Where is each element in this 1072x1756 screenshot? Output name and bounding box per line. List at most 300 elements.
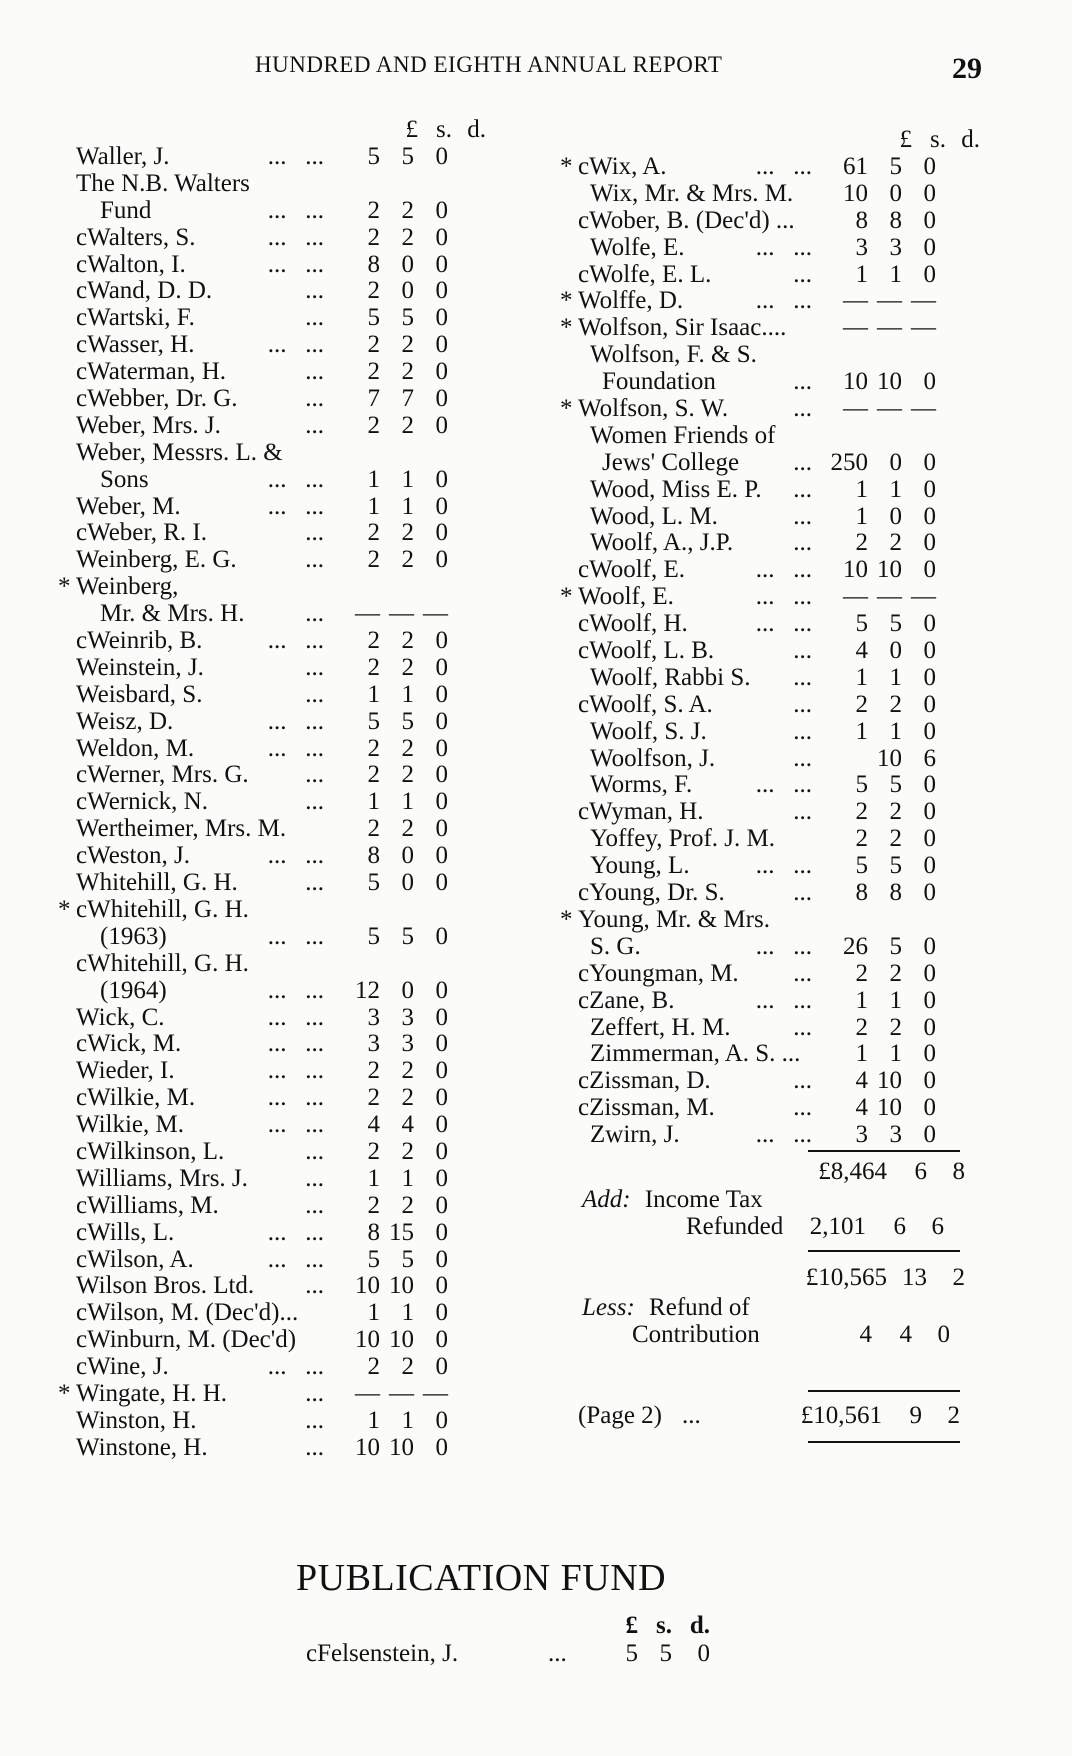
subscriber-name-cell — [76, 870, 326, 897]
shillings-value: 2 — [889, 690, 902, 718]
total2-pence: 2 — [952, 1264, 965, 1291]
pence-value: 0 — [923, 825, 936, 853]
asterisk-mark — [58, 816, 76, 843]
pence-value: 0 — [923, 233, 936, 261]
amount — [822, 638, 936, 665]
amount — [334, 332, 448, 359]
subscriber-name: cWerner, Mrs. G. — [76, 762, 249, 789]
pounds-value: 2 — [855, 798, 868, 826]
asterisk-mark — [58, 359, 76, 386]
subscriber-name: Mr. & Mrs. H. — [100, 601, 245, 628]
amount — [334, 547, 448, 574]
subscriber-name: Wieder, I. — [76, 1058, 175, 1085]
pence-value: 0 — [923, 529, 936, 557]
shillings-value: 10 — [389, 1272, 414, 1300]
leader-dots: ... — [793, 1068, 812, 1095]
pounds-value: 10 — [843, 368, 868, 396]
amount — [334, 494, 448, 521]
leader-dots: ... ... — [267, 1112, 324, 1139]
shillings-value: 2 — [401, 1191, 414, 1219]
amount — [822, 181, 936, 208]
amount — [334, 171, 448, 198]
amount — [334, 1381, 448, 1408]
subscriber-name-cell — [76, 359, 326, 386]
pence-value: 0 — [435, 411, 448, 439]
subscriber-row — [58, 1327, 498, 1354]
amount — [822, 880, 936, 907]
pounds-value: 3 — [855, 233, 868, 261]
amount — [334, 1435, 448, 1462]
subscriber-name: (1963) — [100, 923, 167, 950]
subscriber-name: Winstone, H. — [76, 1434, 208, 1461]
pence-value: — — [423, 600, 448, 628]
asterisk-mark — [560, 988, 578, 1015]
pounds-value: 1 — [855, 260, 868, 288]
pub-entry-pence: 0 — [697, 1640, 710, 1667]
subscriber-name: cWhitehill, G. H. — [76, 896, 249, 923]
leader-dots: ... ... — [267, 332, 324, 359]
subscriber-row — [58, 1193, 498, 1220]
asterisk-mark — [58, 171, 76, 198]
asterisk-mark: * — [560, 905, 573, 933]
subscriber-name: Weinberg, E. G. — [76, 547, 237, 574]
amount — [334, 870, 448, 897]
subscriber-row — [560, 396, 980, 423]
amount — [334, 709, 448, 736]
subscriber-name: Zeffert, H. M. — [590, 1014, 731, 1041]
asterisk-mark — [58, 978, 76, 1005]
subscriber-name: Wix, Mr. & Mrs. M. — [590, 180, 794, 207]
asterisk-mark — [560, 208, 578, 235]
amount — [334, 978, 448, 1005]
pounds-value: 2 — [855, 529, 868, 557]
leader-dots: ... — [305, 359, 324, 386]
subscriber-row — [58, 171, 498, 198]
amount — [334, 305, 448, 332]
total-rule — [808, 1150, 960, 1152]
shillings-value: 1 — [889, 475, 902, 503]
pounds-value: 5 — [367, 707, 380, 735]
subscriber-row — [560, 1068, 980, 1095]
asterisk-mark — [560, 934, 578, 961]
pounds-value — [822, 907, 868, 934]
amount — [822, 557, 936, 584]
subscriber-name-cell — [578, 315, 814, 342]
pub-entry-pounds: 5 — [625, 1640, 638, 1667]
asterisk-mark — [58, 332, 76, 359]
subscriber-row — [58, 978, 498, 1005]
asterisk-mark: * — [58, 895, 71, 923]
shillings-value: 2 — [401, 519, 414, 547]
asterisk-mark — [560, 342, 578, 369]
asterisk-mark — [560, 638, 578, 665]
leader-dots: ... — [793, 1095, 812, 1122]
subscriber-name-cell — [76, 171, 326, 198]
subscriber-name: Woolf, A., J.P. — [590, 530, 734, 557]
subscriber-name-cell — [578, 557, 814, 584]
subscriber-row — [560, 369, 980, 396]
add-text-1: Income Tax — [644, 1186, 763, 1213]
asterisk-mark — [58, 413, 76, 440]
leader-dots: ... ... — [267, 1246, 324, 1273]
pence-value: 0 — [923, 1013, 936, 1041]
asterisk-mark — [58, 1005, 76, 1032]
leader-dots — [812, 342, 814, 369]
subscriber-name-cell — [76, 1112, 326, 1139]
pence-value: 0 — [435, 331, 448, 359]
subscriber-row — [560, 638, 980, 665]
shillings-value: 2 — [401, 653, 414, 681]
subscriber-name-cell — [578, 288, 814, 315]
asterisk-mark — [58, 628, 76, 655]
leader-dots: ... — [305, 789, 324, 816]
asterisk-mark — [560, 772, 578, 799]
subscriber-name: cZissman, D. — [578, 1068, 711, 1095]
pence-value: 0 — [435, 277, 448, 305]
subscriber-name-cell — [76, 762, 326, 789]
subscriber-row — [58, 1381, 498, 1408]
pounds-value: — — [355, 600, 380, 628]
asterisk-mark — [560, 692, 578, 719]
pence-value: 0 — [923, 206, 936, 234]
subtotal-pounds: £8,464 — [818, 1158, 887, 1185]
asterisk-mark — [560, 611, 578, 638]
pounds-value: 2 — [367, 546, 380, 574]
subscriber-row — [560, 584, 980, 611]
amount — [822, 423, 936, 450]
asterisk-mark: * — [560, 395, 573, 423]
subscriber-name-cell — [578, 1095, 814, 1122]
subscriber-name-cell — [578, 423, 814, 450]
pounds-value: 1 — [855, 663, 868, 691]
subscriber-name: Woolf, S. J. — [590, 718, 707, 745]
subscriber-name-cell — [578, 584, 814, 611]
subscriber-row — [58, 1220, 498, 1247]
subscriber-name: cWeston, J. — [76, 843, 190, 870]
pence-value: 0 — [435, 1084, 448, 1112]
pence-value: — — [911, 583, 936, 611]
pence-value: 0 — [435, 1111, 448, 1139]
pence-value: 0 — [435, 196, 448, 224]
less-shillings: 4 — [899, 1321, 912, 1348]
subscriber-name: Worms, F. — [590, 772, 693, 799]
asterisk-mark — [58, 144, 76, 171]
subscriber-row — [560, 1095, 980, 1122]
shillings-value: 0 — [401, 277, 414, 305]
subscriber-name: cZane, B. — [578, 987, 675, 1014]
pence-value: 0 — [435, 519, 448, 547]
subscriber-name-cell — [76, 332, 326, 359]
subscriber-name-cell — [76, 305, 326, 332]
leader-dots: ... ... — [267, 735, 324, 762]
amount — [334, 762, 448, 789]
shillings-value: 7 — [401, 385, 414, 413]
amount — [334, 1085, 448, 1112]
subscriber-name-cell — [76, 897, 326, 924]
pence-value — [902, 423, 936, 450]
amount — [334, 252, 448, 279]
amount — [334, 1273, 448, 1300]
subscriber-name: Yoffey, Prof. J. M. — [590, 826, 775, 853]
asterisk-mark — [58, 520, 76, 547]
total2-row — [795, 1264, 965, 1292]
subscriber-name-cell — [578, 504, 814, 531]
subscriber-row — [58, 574, 498, 601]
pounds-value: — — [355, 1379, 380, 1407]
subscriber-row — [58, 467, 498, 494]
pounds-value: 5 — [855, 852, 868, 880]
shillings-value: — — [877, 395, 902, 423]
subscriber-row — [58, 252, 498, 279]
pounds-value: 8 — [367, 250, 380, 278]
publication-fund-title: PUBLICATION FUND — [296, 1557, 667, 1599]
pence-value: 0 — [435, 734, 448, 762]
leader-dots: ... ... — [267, 1004, 324, 1031]
shillings-value: 10 — [877, 744, 902, 772]
leader-dots: ... — [793, 960, 812, 987]
pounds-value: 2 — [367, 627, 380, 655]
page-reference-dots: ... — [682, 1402, 701, 1429]
shillings-value: 8 — [889, 206, 902, 234]
leader-dots: ... — [793, 396, 812, 423]
subscriber-name: cWinburn, M. (Dec'd) — [76, 1327, 297, 1354]
asterisk-mark — [560, 1041, 578, 1068]
pence-value: 0 — [923, 798, 936, 826]
subscriber-row — [58, 198, 498, 225]
subscriber-row — [58, 225, 498, 252]
shillings-value — [380, 171, 414, 198]
shillings-value: 2 — [401, 734, 414, 762]
pence-value: 0 — [923, 986, 936, 1014]
asterisk-mark — [58, 1435, 76, 1462]
subscriber-name: Fund — [100, 197, 152, 224]
publication-fund-entry — [306, 1640, 710, 1668]
pounds-value: 2 — [367, 815, 380, 843]
pounds-value: 2 — [367, 223, 380, 251]
subscriber-name: cWernick, N. — [76, 789, 208, 816]
subscriber-row — [58, 1273, 498, 1300]
amount — [822, 799, 936, 826]
leader-dots: ... — [793, 261, 812, 288]
total2-pounds: £10,565 — [805, 1264, 887, 1291]
subscriber-row — [560, 934, 980, 961]
subscriber-name-cell — [76, 789, 326, 816]
amount — [334, 198, 448, 225]
subscriber-name-cell — [578, 208, 814, 235]
subscriber-name-cell — [578, 907, 814, 934]
right-subscriber-column — [560, 126, 980, 1149]
amount — [334, 225, 448, 252]
subscriber-name-cell — [76, 386, 326, 413]
pounds-value: 2 — [367, 1057, 380, 1085]
pounds-value: 2 — [367, 519, 380, 547]
subscriber-row — [560, 477, 980, 504]
subscriber-name: cWalton, I. — [76, 251, 186, 278]
subscriber-name: cZissman, M. — [578, 1095, 715, 1122]
subscriber-name-cell — [578, 988, 814, 1015]
less-text-1: Refund of — [649, 1294, 750, 1321]
pounds-value: 1 — [367, 465, 380, 493]
subscriber-row — [560, 1122, 980, 1149]
leader-dots: ... — [305, 412, 324, 439]
subscriber-name: cWilson, M. (Dec'd)... — [76, 1300, 299, 1327]
pounds-value: 2 — [855, 1013, 868, 1041]
pence-value: 0 — [923, 959, 936, 987]
asterisk-mark: * — [58, 573, 71, 601]
subscriber-name-cell — [76, 816, 326, 843]
subscriber-row — [58, 386, 498, 413]
shillings-value: 3 — [889, 233, 902, 261]
subscriber-name-cell — [76, 1327, 326, 1354]
pounds-value: 8 — [367, 1218, 380, 1246]
pence-value: 0 — [923, 1094, 936, 1122]
shillings-value: 10 — [389, 1326, 414, 1354]
less-label: Less: — [582, 1294, 635, 1321]
subscriber-name-cell — [578, 154, 814, 181]
pence-value: 0 — [923, 637, 936, 665]
subscriber-name: cWoolf, E. — [578, 557, 685, 584]
shillings-value: 1 — [401, 1406, 414, 1434]
amount — [334, 144, 448, 171]
subscriber-row — [560, 907, 980, 934]
leader-dots: ... — [305, 1192, 324, 1219]
shillings-value: 2 — [401, 411, 414, 439]
pounds-value: 2 — [367, 196, 380, 224]
pounds-value: 61 — [843, 153, 868, 180]
amount — [822, 315, 936, 342]
pence-header: d. — [467, 116, 486, 143]
subscriber-name: Wick, C. — [76, 1004, 165, 1031]
final-pounds: £10,561 — [800, 1402, 882, 1429]
leader-dots: ... ... — [755, 584, 812, 611]
subscriber-name-cell — [76, 951, 326, 978]
subscriber-row — [58, 278, 498, 305]
asterisk-mark — [560, 477, 578, 504]
leader-dots — [324, 1327, 326, 1354]
shillings-value: 2 — [889, 798, 902, 826]
pounds-value: 10 — [355, 1433, 380, 1461]
shillings-value: 0 — [889, 637, 902, 665]
subscriber-name: Woolf, Rabbi S. — [590, 664, 751, 691]
pence-value — [902, 342, 936, 369]
amount — [334, 1112, 448, 1139]
pence-value: 0 — [435, 1406, 448, 1434]
amount — [822, 1015, 936, 1042]
pence-value: 0 — [923, 771, 936, 799]
asterisk-mark — [58, 440, 76, 467]
asterisk-mark: * — [560, 314, 573, 342]
page-number: 29 — [952, 52, 982, 85]
shillings-value: 0 — [889, 502, 902, 530]
subscriber-row — [58, 924, 498, 951]
shillings-value: — — [389, 1379, 414, 1407]
amount — [822, 826, 936, 853]
subscriber-name: Women Friends of — [590, 422, 776, 449]
pounds-value: 1 — [855, 986, 868, 1014]
subscriber-row — [58, 1058, 498, 1085]
leader-dots: ... ... — [267, 1085, 324, 1112]
leader-dots: ... — [305, 547, 324, 574]
shillings-header: s. — [436, 116, 452, 143]
amount — [334, 359, 448, 386]
subscriber-row — [560, 504, 980, 531]
asterisk-mark — [58, 278, 76, 305]
shillings-value: 5 — [889, 771, 902, 799]
subscriber-name-cell — [578, 450, 814, 477]
leader-dots: ... — [305, 870, 324, 897]
pounds-value: — — [843, 287, 868, 315]
subscriber-row — [58, 736, 498, 763]
pounds-header: £ — [899, 126, 912, 153]
shillings-value — [380, 574, 414, 601]
shillings-value: 2 — [401, 331, 414, 359]
subscriber-row — [560, 961, 980, 988]
shillings-value: 2 — [889, 959, 902, 987]
pub-entry-name: cFelsenstein, J. — [306, 1640, 459, 1667]
subscriber-name: Wolfson, Sir Isaac.... — [578, 315, 787, 342]
subscriber-row — [58, 494, 498, 521]
pounds-value: 4 — [855, 637, 868, 665]
shillings-value — [380, 440, 414, 467]
subscriber-name-cell — [578, 665, 814, 692]
pounds-value: 2 — [367, 1084, 380, 1112]
leader-dots — [812, 826, 814, 853]
pence-value: 0 — [435, 1272, 448, 1300]
leader-dots: ... — [305, 386, 324, 413]
pounds-value: 5 — [367, 304, 380, 332]
asterisk-mark — [560, 1122, 578, 1149]
pence-value: 0 — [435, 869, 448, 897]
amount — [334, 843, 448, 870]
subscriber-name: Wilkie, M. — [76, 1112, 185, 1139]
shillings-value: — — [877, 314, 902, 342]
asterisk-mark — [58, 1031, 76, 1058]
amount — [822, 1122, 936, 1149]
amount — [334, 413, 448, 440]
shillings-value: 2 — [401, 1084, 414, 1112]
pounds-value: 5 — [855, 771, 868, 799]
pence-value: — — [911, 395, 936, 423]
subscriber-name: cWalters, S. — [76, 224, 196, 251]
leader-dots: ... ... — [267, 977, 324, 1004]
pounds-value: 8 — [855, 206, 868, 234]
pounds-value: 2 — [367, 734, 380, 762]
shillings-value: 5 — [889, 852, 902, 880]
shillings-value: 10 — [877, 1067, 902, 1095]
pence-value: 0 — [923, 368, 936, 396]
asterisk-mark — [58, 1327, 76, 1354]
subscriber-row — [58, 305, 498, 332]
subscriber-row — [560, 450, 980, 477]
subscriber-name-cell — [76, 225, 326, 252]
pounds-value: 12 — [355, 976, 380, 1004]
leader-dots: ... — [793, 449, 812, 476]
subscriber-row — [58, 144, 498, 171]
publication-fund-headers — [610, 1612, 710, 1640]
shillings-value — [868, 342, 902, 369]
leader-dots: ... — [793, 530, 812, 557]
leader-dots: ... ... — [755, 772, 812, 799]
pence-value: 0 — [435, 1003, 448, 1031]
subscriber-name: cWolfe, E. L. — [578, 261, 712, 288]
shillings-value: 15 — [389, 1218, 414, 1246]
subscriber-name-cell — [578, 1068, 814, 1095]
subscriber-name-cell — [578, 826, 814, 853]
subscriber-row — [560, 315, 980, 342]
amount — [822, 208, 936, 235]
shillings-value: 0 — [889, 448, 902, 476]
pounds-value: 2 — [367, 411, 380, 439]
